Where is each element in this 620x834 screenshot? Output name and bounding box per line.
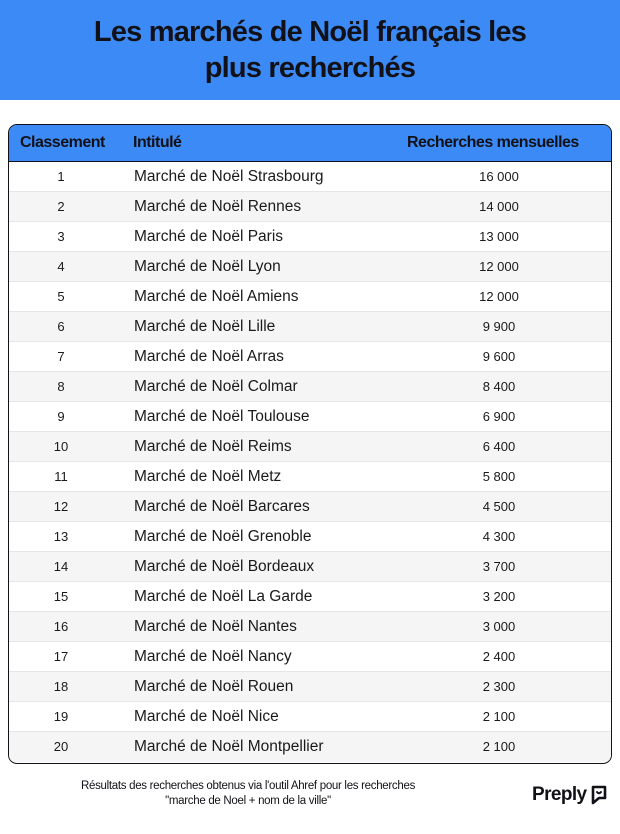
table-row: [9, 552, 611, 582]
searches-cell: 3 700: [482, 559, 516, 574]
rank-cell: 2: [57, 199, 65, 214]
table-body: [9, 162, 611, 762]
title-cell: Marché de Noël Paris: [134, 228, 284, 245]
title-cell: Marché de Noël La Garde: [134, 588, 313, 605]
table-row: [9, 672, 611, 702]
column-header-title: Intitulé: [133, 134, 182, 151]
table-row: [9, 492, 611, 522]
title-cell: Marché de Noël Metz: [134, 468, 282, 485]
searches-cell: 2 300: [482, 679, 516, 694]
title-cell: Marché de Noël Lyon: [134, 258, 281, 275]
rank-cell: 1: [57, 169, 65, 184]
table-row: [9, 402, 611, 432]
searches-cell: 3 000: [482, 619, 516, 634]
ranking-table: [8, 124, 612, 764]
title-cell: Marché de Noël Amiens: [134, 288, 299, 305]
source-footnote: [28, 779, 468, 809]
title-cell: Marché de Noël Rouen: [134, 678, 294, 695]
footnote-line-1: Résultats des recherches obtenus via l'outil Ahref pour les recherches: [80, 780, 416, 792]
page-title-line-2: plus recherchés: [204, 52, 416, 84]
preply-logo-icon: [590, 784, 608, 806]
title-banner: [0, 0, 620, 100]
title-cell: Marché de Noël Grenoble: [134, 528, 312, 545]
table-row: [9, 222, 611, 252]
title-cell: Marché de Noël Arras: [134, 348, 284, 365]
rank-cell: 15: [53, 589, 69, 604]
rank-cell: 8: [57, 379, 65, 394]
searches-cell: 12 000: [479, 289, 519, 304]
table-row: [9, 162, 611, 192]
column-header-searches: Recherches mensuelles: [407, 134, 579, 151]
searches-cell: 3 200: [482, 589, 516, 604]
title-cell: Marché de Noël Rennes: [134, 198, 302, 215]
rank-cell: 11: [54, 469, 68, 484]
title-cell: Marché de Noël Nantes: [134, 618, 297, 635]
rank-cell: 13: [53, 529, 69, 544]
title-cell: Marché de Noël Lille: [134, 318, 276, 335]
searches-cell: 12 000: [479, 259, 519, 274]
rank-cell: 16: [53, 619, 69, 634]
title-cell: Marché de Noël Toulouse: [134, 408, 310, 425]
title-cell: Marché de Noël Barcares: [134, 498, 310, 515]
searches-cell: 13 000: [479, 229, 519, 244]
rank-cell: 18: [53, 679, 69, 694]
table-row: [9, 612, 611, 642]
table-row: [9, 582, 611, 612]
table-row: [9, 252, 611, 282]
rank-cell: 5: [57, 289, 65, 304]
brand-name: Preply: [532, 784, 587, 805]
table-row: [9, 522, 611, 552]
title-cell: Marché de Noël Strasbourg: [134, 168, 324, 185]
table-row: [9, 642, 611, 672]
rank-cell: 12: [53, 499, 69, 514]
table-row: [9, 312, 611, 342]
searches-cell: 8 400: [482, 379, 516, 394]
rank-cell: 19: [53, 709, 69, 724]
rank-cell: 7: [57, 349, 65, 364]
rank-cell: 6: [57, 319, 65, 334]
searches-cell: 2 100: [482, 739, 516, 754]
table-row: [9, 432, 611, 462]
table-row: [9, 462, 611, 492]
searches-cell: 16 000: [479, 169, 519, 184]
title-cell: Marché de Noël Montpellier: [134, 738, 324, 755]
table-row: [9, 342, 611, 372]
rank-cell: 4: [57, 259, 65, 274]
title-cell: Marché de Noël Reims: [134, 438, 292, 455]
searches-cell: 14 000: [479, 199, 519, 214]
rank-cell: 3: [57, 229, 65, 244]
searches-cell: 9 600: [482, 349, 516, 364]
searches-cell: 9 900: [482, 319, 516, 334]
page-title-line-1: Les marchés de Noël français les: [93, 16, 527, 48]
title-cell: Marché de Noël Nancy: [134, 648, 292, 665]
searches-cell: 4 500: [482, 499, 516, 514]
searches-cell: 6 400: [482, 439, 516, 454]
searches-cell: 2 400: [482, 649, 516, 664]
table-row: [9, 282, 611, 312]
title-cell: Marché de Noël Nice: [134, 708, 279, 725]
column-header-rank: Classement: [20, 134, 105, 151]
rank-cell: 9: [57, 409, 65, 424]
table-row: [9, 192, 611, 222]
searches-cell: 5 800: [482, 469, 516, 484]
title-cell: Marché de Noël Bordeaux: [134, 558, 315, 575]
rank-cell: 17: [53, 649, 69, 664]
title-cell: Marché de Noël Colmar: [134, 378, 298, 395]
footnote-line-2: "marche de Noel + nom de la ville": [165, 795, 331, 807]
searches-cell: 4 300: [482, 529, 516, 544]
table-row: [9, 702, 611, 732]
table-row: [9, 372, 611, 402]
rank-cell: 10: [53, 439, 69, 454]
preply-logo: [532, 783, 608, 807]
rank-cell: 14: [53, 559, 69, 574]
table-header: [9, 125, 611, 162]
searches-cell: 2 100: [482, 709, 516, 724]
searches-cell: 6 900: [482, 409, 516, 424]
table-row: [9, 732, 611, 762]
rank-cell: 20: [53, 739, 69, 754]
